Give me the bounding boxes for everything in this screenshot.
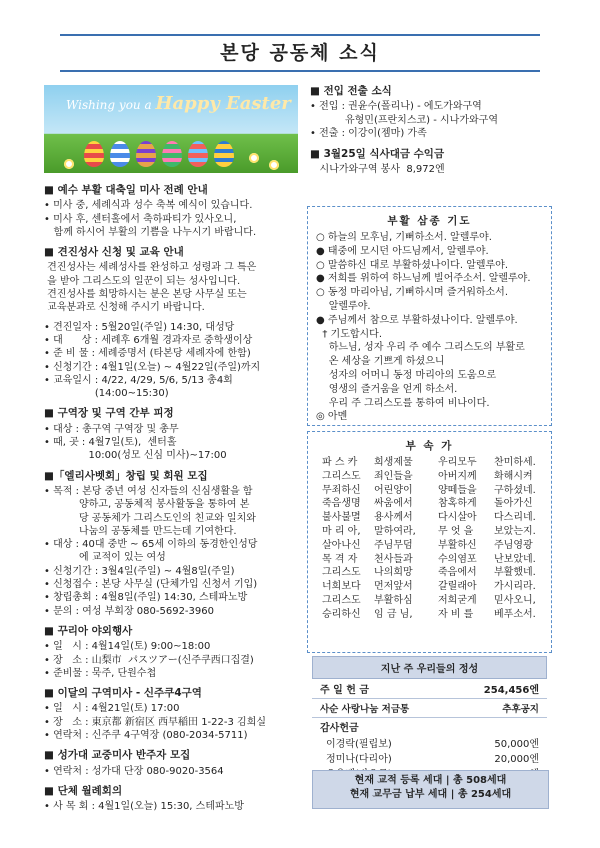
sequence-grid	[308, 456, 551, 622]
section-line: • 교육일시 : 4/22, 4/29, 5/6, 5/13 총4회	[44, 374, 233, 386]
prayer-line: 우리 주 그리스도를 통하여 비나이다.	[316, 397, 490, 409]
section-line: • 창립총회 : 4월8일(주일) 14:30, 스테파노방	[44, 592, 248, 604]
offering-table	[312, 656, 547, 781]
sequence-phrase: 살아나신	[322, 539, 361, 551]
section-title: ■ 꾸리아 야외행사	[44, 624, 133, 637]
right-column-top	[310, 85, 555, 177]
offering-row	[312, 679, 547, 699]
banner-greeting-small: Wishing you a	[66, 98, 152, 112]
section-line: 을 받아 그리스도의 일꾼이 되는 성사입니다.	[44, 275, 241, 287]
sequence-phrase: 보았는지.	[494, 525, 536, 537]
sequence-phrase: 갈릴래아	[438, 581, 477, 593]
prayer-line: † 기도합시다.	[316, 328, 383, 340]
sequence-phrase: 그리스도	[322, 594, 361, 606]
section-line: • 장 소 : 山梨市 パスツアー(신주쿠西口집결)	[44, 654, 254, 666]
section-line: 양하고, 공동체적 봉사활동을 통하여 본	[44, 499, 250, 511]
offering-row	[312, 699, 547, 718]
prayer-title: 부활 삼종 기도	[387, 215, 472, 227]
banner-greeting	[66, 93, 291, 114]
section-line: • 신청기간 : 4월1일(오늘) ~ 4월22일(주일)까지	[44, 361, 261, 373]
sequence-phrase: 저희굳게	[438, 594, 477, 606]
title-rule-bottom	[60, 70, 540, 72]
sequence-phrase: 마 리 아,	[322, 525, 361, 537]
section-line: • 때, 곳 : 4월7일(토), 센터홀	[44, 437, 177, 449]
household-count-box	[312, 770, 549, 809]
flower-icon	[64, 159, 74, 169]
sequence-phrase: 구하셨네.	[494, 484, 536, 496]
sequence-phrase: 주님무덤	[374, 539, 413, 551]
offering-header: 지난 주 우리들의 정성	[312, 656, 547, 679]
sequence-phrase: 돌아가신	[494, 498, 533, 510]
sequence-phrase: 목 격 자	[322, 553, 358, 565]
section-line: 교육분과로 신청해 주시기 바랍니다.	[44, 302, 205, 314]
left-column	[44, 184, 302, 813]
prayer-line: ○ 하늘의 모후님, 기뻐하소서. 알렐루야.	[316, 232, 492, 243]
sequence-phrase: 다스리네.	[494, 512, 536, 524]
sequence-phrase: 우리모두	[438, 457, 477, 468]
gratitude-row	[312, 750, 547, 765]
sequence-phrase: 먼저앞서	[374, 581, 413, 593]
notice-confirmation	[44, 246, 302, 400]
section-line: 시나가와구역 봉사 8,972엔	[310, 164, 445, 176]
egg-icon	[188, 141, 208, 167]
section-line: • 미사 후, 센터홀에서 축하파티가 있사오니,	[44, 213, 237, 225]
prayer-line: ● 태중에 모시던 아드님께서, 알렐루야.	[316, 245, 489, 257]
section-line: 함께 하시어 부활의 기쁨을 나누시기 바랍니다.	[44, 226, 257, 238]
offering-label: 주 일 헌 금	[320, 685, 370, 696]
donor-name: 이경락(필립보)	[326, 739, 392, 750]
section-line: • 대 상 : 세례후 6개월 경과자로 중학생이상	[44, 334, 253, 346]
section-title: ■ 견진성사 신청 및 교육 안내	[44, 246, 184, 259]
sequence-phrase: 너희보다	[322, 581, 361, 593]
section-line: • 준비물 : 묵주, 단원수첩	[44, 667, 157, 679]
donor-name: 정미나(다리아)	[326, 754, 392, 765]
sequence-phrase: 그리스도	[322, 470, 361, 482]
notice-meal-income	[310, 148, 555, 177]
prayer-line: 영생의 즐거움을 얻게 하소서.	[316, 383, 458, 395]
sequence-phrase: 다시살아	[438, 512, 477, 524]
donor-amount: 50,000엔	[494, 739, 539, 750]
notice-retreat	[44, 407, 302, 462]
section-line: • 장 소 : 東京都 新宿区 西早稲田 1-22-3 김희실	[44, 716, 267, 728]
sequence-phrase: 임 금 님,	[374, 608, 413, 620]
sequence-phrase: 죽음생명	[322, 498, 361, 510]
section-title: ■ 구역장 및 구역 간부 피정	[44, 407, 174, 420]
notice-monthly-meeting	[44, 785, 302, 814]
section-line: • 연락처 : 성가대 단장 080-9020-3564	[44, 765, 224, 777]
notice-district-mass	[44, 687, 302, 742]
donor-amount: 20,000엔	[494, 754, 539, 765]
notice-easter-mass	[44, 184, 302, 239]
section-line: • 준 비 물 : 세례증명서 (타본당 세례자에 한함)	[44, 348, 251, 360]
sequence-phrase: 무죄하신	[322, 484, 361, 496]
section-line: • 목적 : 본당 중년 여성 신자들의 신심생활을 함	[44, 485, 253, 497]
section-line: • 전입 : 권윤수(폴리나) - 에도가와구역	[310, 101, 482, 113]
section-title: ■ 3월25일 식사대금 수익금	[310, 148, 445, 161]
gratitude-title: 감사헌금	[320, 723, 359, 734]
offering-value: 추후공지	[502, 704, 539, 715]
banner-greeting-big: Happy Easter	[155, 93, 291, 114]
section-line: (14:00~15:30)	[44, 388, 169, 400]
flower-icon	[249, 153, 259, 163]
sequence-phrase: 난보았네.	[494, 553, 536, 565]
sequence-phrase: 베푸소서.	[494, 608, 536, 620]
section-line: • 대상 : 40대 중반 ~ 65세 이하의 동경한인성당	[44, 539, 258, 551]
sequence-phrase: 불사불멸	[322, 512, 361, 524]
prayer-text	[308, 231, 551, 424]
offering-label: 사순 사랑나눔 저금통	[320, 704, 410, 715]
sequence-phrase: 싸움에서	[374, 498, 413, 510]
sequence-phrase: 부활하신	[438, 539, 477, 551]
section-line: • 사 목 회 : 4월1일(오늘) 15:30, 스테파노방	[44, 801, 244, 813]
section-title: ■ 전입 전출 소식	[310, 85, 392, 97]
section-title: ■ 단체 월례회의	[44, 784, 123, 797]
prayer-line: 성자의 어머니 동정 마리아의 도움으로	[316, 369, 496, 381]
section-title: ■「엘리사벳회」창립 및 회원 모집	[44, 469, 208, 482]
section-line: • 신청기간 : 3월4일(주일) ~ 4월8일(주일)	[44, 565, 235, 577]
sequence-phrase: 믿사오니,	[494, 594, 536, 606]
flower-icon	[269, 160, 279, 170]
easter-banner	[44, 85, 298, 173]
page-title: 본당 공동체 소식	[220, 42, 380, 64]
section-line: • 견진일자 : 5월20일(주일) 14:30, 대성당	[44, 321, 235, 333]
section-line: • 일 시 : 4월21일(토) 17:00	[44, 703, 180, 715]
sequence-phrase: 부활하심	[374, 594, 413, 606]
section-line: • 대상 : 총구역 구역장 및 총무	[44, 423, 179, 435]
section-line: 유형민(프란치스코) - 시나가와구역	[310, 114, 498, 126]
egg-icon	[84, 141, 104, 167]
section-line: • 신청접수 : 본당 사무실 (단체가입 신청서 기입)	[44, 579, 258, 591]
section-line: • 전출 : 이강이(젬마) 가족	[310, 127, 427, 139]
section-line: 견진성사를 희망하시는 분은 본당 사무실 또는	[44, 289, 247, 301]
prayer-line: 하느님, 성자 우리 주 예수 그리스도의 부활로	[316, 342, 525, 354]
prayer-line: ● 주님께서 참으로 부활하셨나이다. 알렐루야.	[316, 314, 518, 326]
notice-elizabeth-society	[44, 470, 302, 618]
sequence-phrase: 찬미하세.	[494, 457, 536, 468]
sequence-title: 부 속 가	[405, 440, 454, 452]
sequence-phrase: 어린양이	[374, 484, 413, 496]
prayer-line: ◎ 아멘	[316, 411, 348, 423]
sequence-phrase: 주님영광	[494, 539, 533, 551]
sequence-phrase: 자 비 를	[438, 608, 474, 620]
prayer-line: 온 세상을 기쁘게 하셨으니	[316, 356, 445, 368]
prayer-box	[307, 206, 552, 426]
sequence-phrase: 승리하신	[322, 608, 361, 620]
gratitude-row	[312, 735, 547, 750]
sequence-phrase: 부활했네.	[494, 567, 536, 579]
egg-icon	[136, 141, 156, 167]
prayer-line: 알렐루야.	[316, 300, 371, 312]
notice-accompanist	[44, 749, 302, 778]
sequence-phrase: 파 스 카	[322, 457, 358, 468]
sequence-phrase: 그리스도	[322, 567, 361, 579]
sequence-phrase: 죄인들을	[374, 470, 413, 482]
registered-households: 현재 교적 등록 세대 | 총 508세대	[354, 775, 507, 786]
notice-transfers	[310, 85, 555, 140]
sequence-phrase: 참혹하게	[438, 498, 477, 510]
section-line: 당 공동체가 그리스도인의 친교와 일치와	[44, 512, 256, 524]
notice-curia-outing	[44, 625, 302, 680]
sequence-phrase: 아버지께	[438, 470, 477, 482]
section-line: 나눔의 공동체를 만드는데 기여한다.	[44, 525, 237, 537]
section-title: ■ 성가대 교중미사 반주자 모집	[44, 749, 191, 762]
egg-icon	[162, 141, 182, 167]
title-rule-top	[60, 34, 540, 36]
sequence-phrase: 화해시켜	[494, 470, 533, 482]
prayer-line: ● 저희를 위하여 하느님께 빌어주소서. 알렐루야.	[316, 273, 531, 285]
section-line: • 연락처 : 신주쿠 4구역장 (080-2034-5711)	[44, 729, 248, 741]
sequence-phrase: 나의희망	[374, 567, 413, 579]
offering-value: 254,456엔	[483, 685, 539, 696]
sequence-phrase: 희생제물	[374, 457, 413, 468]
sequence-phrase: 무 엇 을	[438, 525, 474, 537]
sequence-phrase: 말하여라,	[374, 525, 416, 537]
section-line: 10:00(성모 신심 미사)~17:00	[44, 450, 227, 462]
sequence-phrase: 가시리라.	[494, 581, 536, 593]
section-line: • 미사 중, 세례식과 성수 축복 예식이 있습니다.	[44, 200, 253, 212]
sequence-phrase: 양떼들을	[438, 484, 477, 496]
dues-paying-households: 현재 교무금 납부 세대 | 총 254세대	[349, 789, 512, 800]
sequence-box	[307, 431, 552, 653]
prayer-line: ○ 동정 마리아님, 기뻐하시며 즐거워하소서.	[316, 287, 509, 299]
section-line: • 일 시 : 4월14일(토) 9:00~18:00	[44, 641, 211, 653]
section-line: 에 교적이 있는 여성	[44, 552, 166, 564]
egg-icon	[214, 141, 234, 167]
prayer-line: ○ 말씀하신 대로 부활하셨나이다. 알렐루야.	[316, 259, 509, 271]
sequence-phrase: 용사께서	[374, 512, 413, 524]
egg-icon	[110, 141, 130, 167]
section-title: ■ 예수 부활 대축일 미사 전례 안내	[44, 184, 208, 196]
sequence-phrase: 죽음에서	[438, 567, 477, 579]
section-line: 견진성사는 세례성사를 완성하고 성령과 그 특은	[44, 262, 257, 274]
section-title: ■ 이달의 구역미사 - 신주쿠4구역	[44, 687, 202, 700]
sequence-phrase: 천사들과	[374, 553, 413, 565]
section-line: • 문의 : 여성 부회장 080-5692-3960	[44, 605, 214, 617]
sequence-phrase: 수의염포	[438, 553, 477, 565]
